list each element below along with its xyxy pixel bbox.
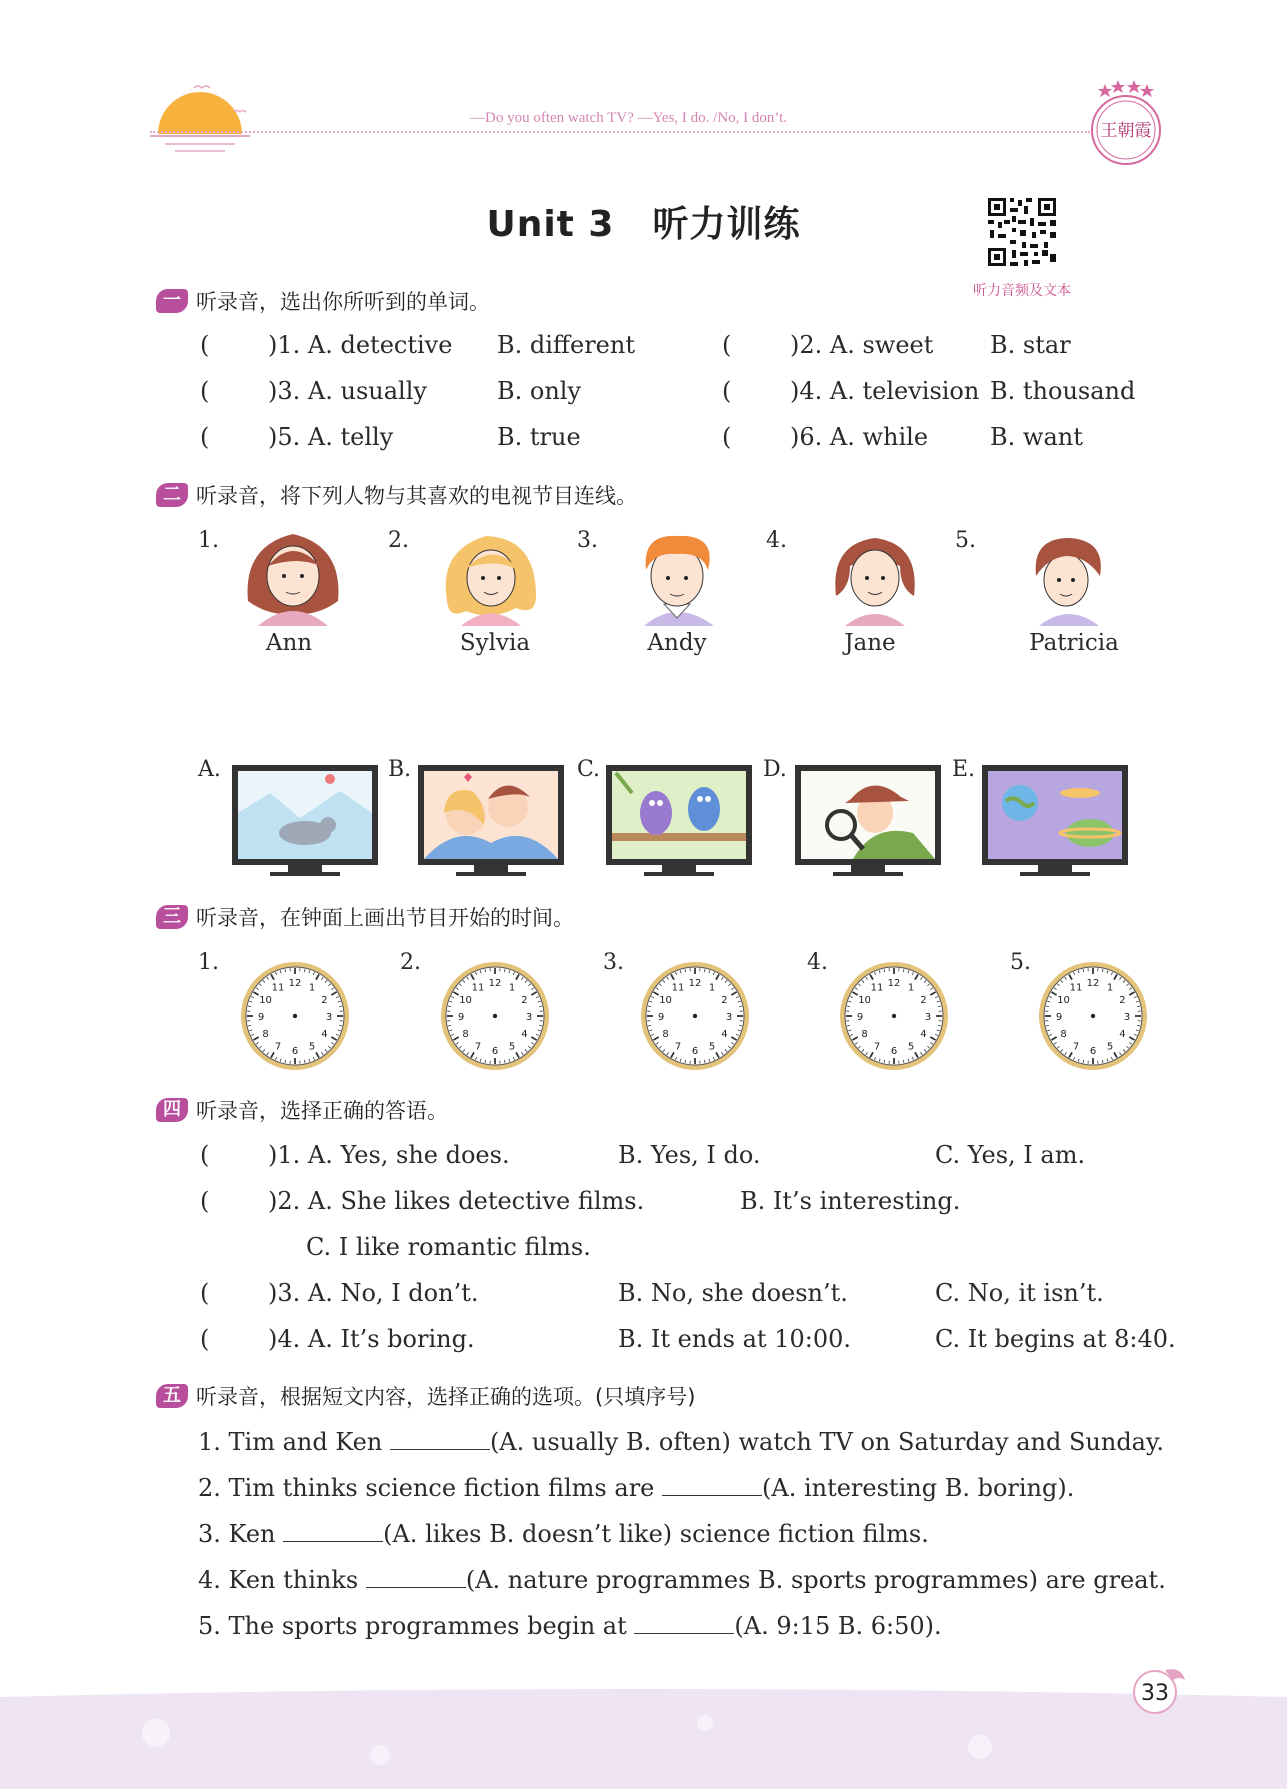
section-5-heading bbox=[156, 1382, 695, 1410]
section-2-heading bbox=[156, 481, 637, 509]
fill-item-text: 4. Ken thinks bbox=[198, 1566, 366, 1594]
page-number: 33 bbox=[1141, 1681, 1169, 1706]
option-a: )4. A. It’s boring. bbox=[268, 1325, 475, 1353]
clock-hour-label: 2 bbox=[1119, 995, 1126, 1006]
clock-hour-label: 6 bbox=[890, 1046, 898, 1057]
option-b: B. No, she doesn’t. bbox=[618, 1279, 848, 1307]
option-a: )1. A. Yes, she does. bbox=[268, 1141, 510, 1169]
option-b: B. It’s interesting. bbox=[740, 1187, 961, 1215]
fill-item-options: (A. usually B. often) watch TV on Saturday and Sunday. bbox=[489, 1428, 1164, 1456]
clock-hour-label: 10 bbox=[459, 995, 472, 1006]
clock-hour-label: 6 bbox=[691, 1046, 699, 1057]
fill-item bbox=[198, 1565, 1166, 1595]
clock-hour-label: 1 bbox=[1106, 982, 1114, 994]
clock-hour-label: 6 bbox=[291, 1046, 299, 1057]
section-4-badge: 四 bbox=[156, 1098, 188, 1122]
clock-2[interactable] bbox=[438, 959, 552, 1073]
clock-4[interactable] bbox=[837, 959, 951, 1073]
clock-hour-label: 11 bbox=[870, 982, 884, 994]
fill-item-options: (A. likes B. doesn’t like) science fiction films. bbox=[383, 1520, 929, 1548]
section-1-badge: 一 bbox=[156, 289, 188, 313]
option-a: )3. A. usually bbox=[268, 377, 427, 405]
clock-hour-label: 9 bbox=[257, 1012, 265, 1023]
clock-hour-label: 3 bbox=[1123, 1012, 1131, 1023]
section-5-instruction: 听录音，根据短文内容，选择正确的选项。(只填序号) bbox=[196, 1385, 696, 1409]
clock-hour-label: 6 bbox=[491, 1046, 499, 1057]
answer-paren[interactable]: ( bbox=[200, 423, 210, 451]
qr-caption: 听力音频及文本 bbox=[973, 283, 1071, 299]
fill-item-text: 3. Ken bbox=[198, 1520, 284, 1548]
answer-paren[interactable]: ( bbox=[200, 377, 210, 405]
header-dialogue: —Do you often watch TV? —Yes, I do. /No, I don’t. bbox=[470, 110, 788, 126]
page-title bbox=[0, 196, 1287, 247]
clock-hour-label: 7 bbox=[674, 1041, 682, 1053]
clock-hour-label: 4 bbox=[721, 1029, 728, 1040]
clock-hour-label: 11 bbox=[1069, 982, 1083, 994]
section-4-instruction: 听录音，选择正确的答语。 bbox=[196, 1099, 448, 1123]
clock-hour-label: 8 bbox=[462, 1029, 469, 1040]
person-name: Patricia bbox=[1029, 630, 1119, 656]
clock-hour-label: 2 bbox=[721, 995, 728, 1006]
clock-hour-label: 4 bbox=[920, 1029, 927, 1040]
program-letter: E. bbox=[952, 757, 976, 782]
person-number: 1. bbox=[198, 528, 219, 553]
option-a: )2. A. sweet bbox=[790, 331, 934, 359]
fill-item-text: 2. Tim thinks science fiction films are bbox=[198, 1474, 662, 1502]
clock-hour-label: 11 bbox=[471, 982, 485, 994]
clock-hour-label: 2 bbox=[920, 995, 927, 1006]
answer-blank[interactable] bbox=[634, 1614, 734, 1634]
answer-paren[interactable]: ( bbox=[200, 1279, 210, 1307]
section-3-heading bbox=[156, 903, 574, 931]
person-name: Sylvia bbox=[459, 630, 531, 656]
clock-hour-label: 3 bbox=[325, 1012, 333, 1023]
clock-hour-label: 5 bbox=[1106, 1041, 1114, 1053]
fill-item-text: 5. The sports programmes begin at bbox=[198, 1612, 635, 1640]
brand-logo bbox=[1085, 78, 1167, 170]
clock-center bbox=[892, 1014, 896, 1018]
fill-item-options: (A. interesting B. boring). bbox=[762, 1474, 1075, 1502]
answer-paren[interactable]: ( bbox=[722, 331, 732, 359]
answer-blank[interactable] bbox=[390, 1430, 490, 1450]
qr-code-icon[interactable] bbox=[984, 194, 1060, 270]
program-letter: B. bbox=[388, 757, 412, 782]
answer-paren[interactable]: ( bbox=[722, 423, 732, 451]
person-ann-portrait[interactable] bbox=[238, 526, 348, 626]
option-a: )3. A. No, I don’t. bbox=[268, 1279, 479, 1307]
person-sylvia-portrait[interactable] bbox=[436, 526, 546, 626]
clock-number: 4. bbox=[807, 950, 828, 975]
clock-hour-label: 8 bbox=[262, 1029, 269, 1040]
clock-hour-label: 2 bbox=[321, 995, 328, 1006]
clock-hour-label: 10 bbox=[1057, 995, 1070, 1006]
answer-blank[interactable] bbox=[366, 1568, 466, 1588]
clock-hour-label: 7 bbox=[873, 1041, 881, 1053]
clock-hour-label: 12 bbox=[288, 978, 302, 989]
clock-hour-label: 10 bbox=[858, 995, 871, 1006]
clock-hour-label: 5 bbox=[907, 1041, 915, 1053]
clock-hour-label: 11 bbox=[671, 982, 685, 994]
person-name: Ann bbox=[265, 630, 313, 656]
section-1-instruction: 听录音，选出你所听到的单词。 bbox=[196, 290, 490, 314]
clock-hour-label: 4 bbox=[321, 1029, 328, 1040]
fill-item bbox=[198, 1427, 1164, 1457]
clock-center bbox=[293, 1014, 297, 1018]
tv-romantic-film[interactable] bbox=[416, 763, 566, 878]
clock-hour-label: 1 bbox=[907, 982, 915, 994]
section-1-heading bbox=[156, 287, 490, 315]
clock-hour-label: 1 bbox=[708, 982, 716, 994]
option-b: B. only bbox=[497, 377, 582, 405]
fill-item bbox=[198, 1473, 1074, 1503]
clock-number: 3. bbox=[603, 950, 624, 975]
tv-cartoon[interactable] bbox=[604, 763, 754, 878]
footer-band bbox=[0, 1685, 1287, 1789]
option-a: )1. A. detective bbox=[268, 331, 453, 359]
clock-number: 2. bbox=[400, 950, 421, 975]
clock-hour-label: 3 bbox=[924, 1012, 932, 1023]
clock-number: 5. bbox=[1010, 950, 1031, 975]
clock-hour-label: 8 bbox=[1060, 1029, 1067, 1040]
section-3-instruction: 听录音，在钟面上画出节目开始的时间。 bbox=[196, 906, 574, 930]
option-c: C. I like romantic films. bbox=[306, 1233, 591, 1261]
clock-hour-label: 5 bbox=[708, 1041, 716, 1053]
option-b: B. It ends at 10:00. bbox=[618, 1325, 851, 1353]
program-letter: D. bbox=[763, 757, 787, 782]
answer-blank[interactable] bbox=[283, 1522, 383, 1542]
clock-hour-label: 8 bbox=[861, 1029, 868, 1040]
clock-hour-label: 7 bbox=[1072, 1041, 1080, 1053]
person-andy-portrait[interactable] bbox=[622, 526, 732, 626]
person-patricia-portrait[interactable] bbox=[1014, 526, 1124, 626]
person-number: 2. bbox=[388, 528, 409, 553]
tv-detective-film[interactable] bbox=[793, 763, 943, 878]
fill-item-options: (A. nature programmes B. sports programmes) are great. bbox=[465, 1566, 1166, 1594]
tv-science-fiction-film[interactable] bbox=[980, 763, 1130, 878]
clock-hour-label: 5 bbox=[308, 1041, 316, 1053]
option-b: B. star bbox=[990, 331, 1071, 359]
svg-text:王朝霞: 王朝霞 bbox=[1100, 121, 1152, 141]
clock-center bbox=[1091, 1014, 1095, 1018]
answer-blank[interactable] bbox=[662, 1476, 762, 1496]
sun-decoration-icon bbox=[150, 78, 250, 158]
tv-nature-programme[interactable] bbox=[230, 763, 380, 878]
clock-hour-label: 11 bbox=[271, 982, 285, 994]
person-jane-portrait[interactable] bbox=[820, 526, 930, 626]
person-number: 4. bbox=[766, 528, 787, 553]
clock-center bbox=[493, 1014, 497, 1018]
clock-hour-label: 9 bbox=[657, 1012, 665, 1023]
section-4-heading bbox=[156, 1096, 448, 1124]
section-2-instruction: 听录音，将下列人物与其喜欢的电视节目连线。 bbox=[196, 484, 637, 508]
option-c: C. It begins at 8:40. bbox=[935, 1325, 1176, 1353]
clock-1[interactable] bbox=[238, 959, 352, 1073]
person-name: Jane bbox=[844, 630, 896, 656]
fill-item-text: 1. Tim and Ken bbox=[198, 1428, 390, 1456]
section-2-badge: 二 bbox=[156, 483, 188, 507]
clock-hour-label: 12 bbox=[1086, 978, 1100, 989]
clock-hour-label: 4 bbox=[521, 1029, 528, 1040]
option-c: C. Yes, I am. bbox=[935, 1141, 1086, 1169]
fill-item bbox=[198, 1611, 942, 1641]
clock-hour-label: 12 bbox=[688, 978, 702, 989]
header-divider bbox=[150, 131, 1090, 133]
clock-hour-label: 1 bbox=[508, 982, 516, 994]
clock-hour-label: 5 bbox=[508, 1041, 516, 1053]
clock-hour-label: 8 bbox=[662, 1029, 669, 1040]
option-b: B. thousand bbox=[990, 377, 1136, 405]
clock-hour-label: 9 bbox=[1055, 1012, 1063, 1023]
page-number-badge bbox=[1127, 1664, 1187, 1716]
clock-hour-label: 3 bbox=[525, 1012, 533, 1023]
person-name: Andy bbox=[647, 630, 707, 656]
option-a: )6. A. while bbox=[790, 423, 929, 451]
option-b: B. want bbox=[990, 423, 1083, 451]
clock-number: 1. bbox=[198, 950, 219, 975]
clock-hour-label: 6 bbox=[1089, 1046, 1097, 1057]
title-subtitle: 听力训练 bbox=[652, 204, 801, 245]
option-a: )2. A. She likes detective films. bbox=[268, 1187, 645, 1215]
clock-3[interactable] bbox=[638, 959, 752, 1073]
option-c: C. No, it isn’t. bbox=[935, 1279, 1104, 1307]
answer-paren[interactable]: ( bbox=[200, 1141, 210, 1169]
option-a: )5. A. telly bbox=[268, 423, 394, 451]
program-letter: C. bbox=[577, 757, 601, 782]
clock-hour-label: 3 bbox=[725, 1012, 733, 1023]
clock-5[interactable] bbox=[1036, 959, 1150, 1073]
clock-hour-label: 9 bbox=[856, 1012, 864, 1023]
unit-label: Unit 3 bbox=[486, 204, 615, 245]
clock-hour-label: 12 bbox=[887, 978, 901, 989]
clock-hour-label: 4 bbox=[1119, 1029, 1126, 1040]
option-a: )4. A. television bbox=[790, 377, 980, 405]
option-b: B. true bbox=[497, 423, 581, 451]
answer-paren[interactable]: ( bbox=[200, 1187, 210, 1215]
clock-hour-label: 12 bbox=[488, 978, 502, 989]
person-number: 3. bbox=[577, 528, 598, 553]
clock-hour-label: 7 bbox=[474, 1041, 482, 1053]
clock-hour-label: 2 bbox=[521, 995, 528, 1006]
clock-hour-label: 10 bbox=[259, 995, 272, 1006]
clock-hour-label: 10 bbox=[659, 995, 672, 1006]
clock-hour-label: 1 bbox=[308, 982, 316, 994]
option-b: B. different bbox=[497, 331, 635, 359]
answer-paren[interactable]: ( bbox=[200, 331, 210, 359]
option-b: B. Yes, I do. bbox=[618, 1141, 761, 1169]
clock-hour-label: 9 bbox=[457, 1012, 465, 1023]
section-5-badge: 五 bbox=[156, 1384, 188, 1408]
clock-center bbox=[693, 1014, 697, 1018]
answer-paren[interactable]: ( bbox=[722, 377, 732, 405]
fill-item-options: (A. 9:15 B. 6:50). bbox=[734, 1612, 942, 1640]
program-letter: A. bbox=[198, 757, 221, 782]
fill-item bbox=[198, 1519, 929, 1549]
clock-hour-label: 7 bbox=[274, 1041, 282, 1053]
section-3-badge: 三 bbox=[156, 905, 188, 929]
answer-paren[interactable]: ( bbox=[200, 1325, 210, 1353]
person-number: 5. bbox=[955, 528, 976, 553]
